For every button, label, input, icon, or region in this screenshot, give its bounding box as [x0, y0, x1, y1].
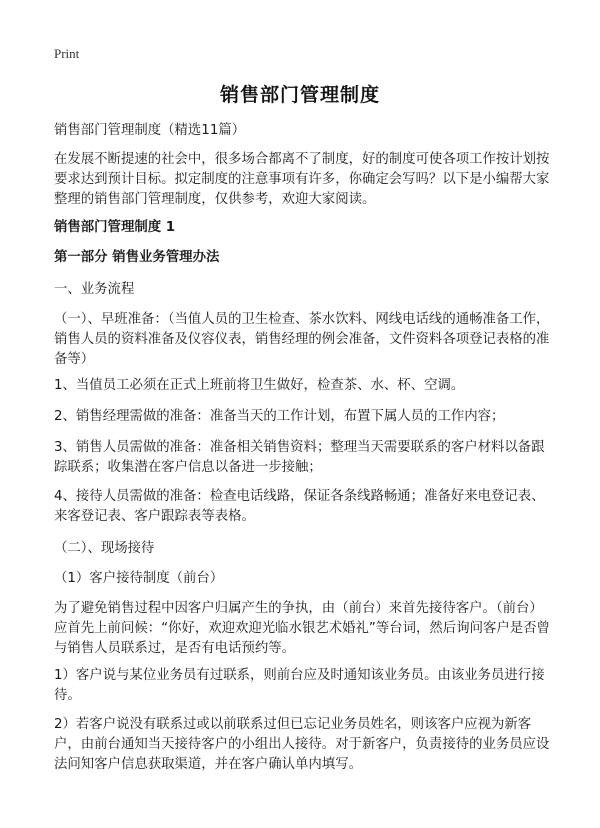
paragraph-business-process: 一、业务流程 [54, 282, 135, 297]
document-subtitle: 销售部门管理制度（精选11篇） [54, 123, 246, 138]
paragraph-reception-policy: （1）客户接待制度（前台） [54, 571, 224, 586]
paragraph-onsite-reception: （二）、现场接待 [54, 541, 155, 556]
section-heading: 销售部门管理制度 1 [54, 220, 176, 235]
paragraph-sales-staff: 3、销售人员需做的准备：准备相关销售资料；整理当天需要联系的客户材料以备跟踪联系；收集潜在客户信息以备进一步接触； [54, 440, 545, 475]
paragraph-duty-staff: 1、当值员工必须在正式上班前将卫生做好，检查茶、水、杯、空调。 [54, 378, 465, 393]
paragraph-new-customer: 2）若客户说没有联系过或以前联系过但已忘记业务员姓名，则该客户应视为新客户，由前台通知当天接待客户的小组出人接待。对于新客户，负责接待的业务员应设法问知客户信息获取渠道，并在客户确认单内填写。 [54, 717, 550, 772]
print-label: Print [54, 46, 80, 61]
paragraph-existing-contact: 1）客户说与某位业务员有过联系，则前台应及时通知该业务员。由该业务员进行接待。 [54, 668, 545, 703]
paragraph-front-desk: 为了避免销售过程中因客户归属产生的争执，由（前台）来首先接待客户。（前台）应首先上前问候：“你好，欢迎欢迎光临水银艺术婚礼”等台词，然后询问客户是否曾与销售人员联系过，是否有电话预约等。 [54, 601, 550, 656]
paragraph-sales-manager: 2、销售经理需做的准备：准备当天的工作计划，布置下属人员的工作内容； [54, 409, 505, 424]
intro-paragraph: 在发展不断提速的社会中，很多场合都离不了制度，好的制度可使各项工作按计划按要求达到预计目标。拟定制度的注意事项有许多，你确定会写吗？以下是小编帮大家整理的销售部门管理制度，仅供参考，欢迎大家阅读。 [54, 152, 550, 207]
paragraph-morning-preparation: （一）、早班准备：（当值人员的卫生检查、茶水饮料、网线电话线的通畅准备工作，销售人员的资料准备及仪容仪表，销售经理的例会准备，文件资料各项登记表格的准备等） [54, 312, 550, 367]
document-title: 销售部门管理制度 [219, 84, 380, 106]
part-heading: 第一部分 销售业务管理办法 [54, 250, 220, 265]
paragraph-reception-staff: 4、接待人员需做的准备：检查电话线路，保证各条线路畅通；准备好来电登记表、来客登记表、客户跟踪表等表格。 [54, 489, 545, 524]
